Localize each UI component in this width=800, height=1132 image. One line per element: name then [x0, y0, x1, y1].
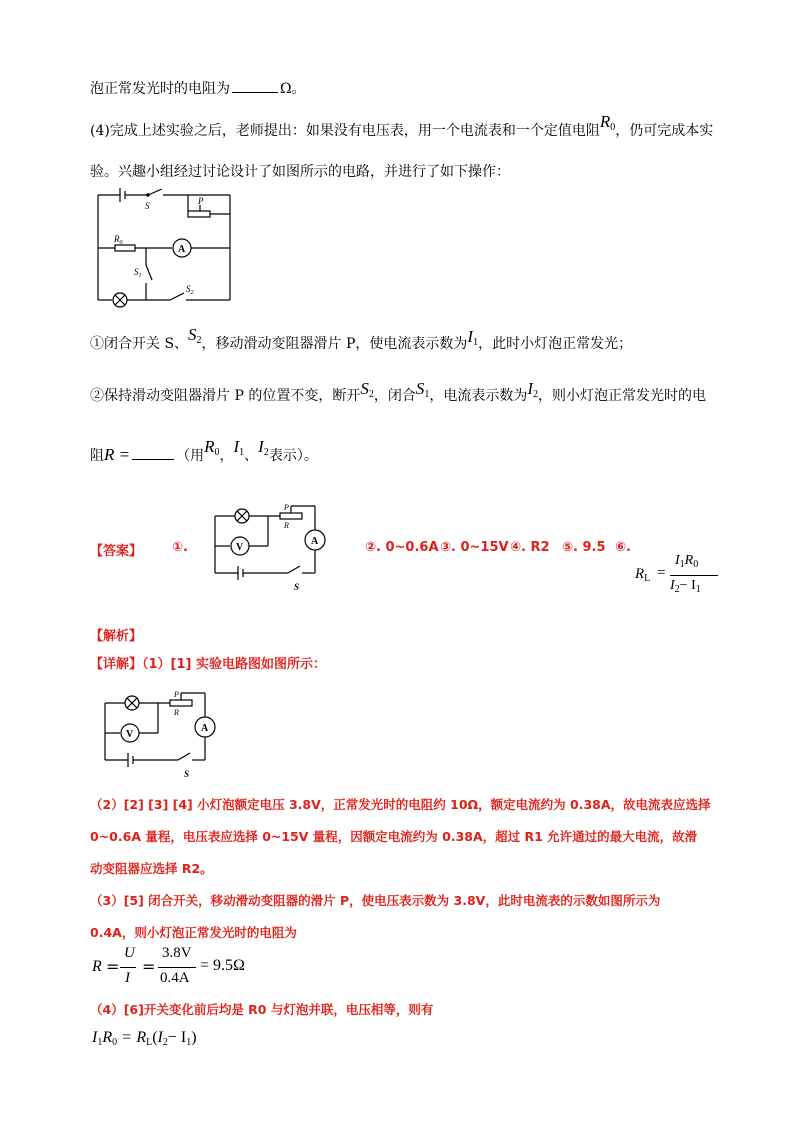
- analysis-circuit-diagram: [100, 685, 220, 780]
- analysis-p2-line1: （2）[2] [3] [4] 小灯泡额定电压 3.8V，正常发光时的电阻约 10Ω，额定电流约为 0.38A，故电流表应选择: [90, 797, 711, 812]
- answer-blank: [132, 445, 174, 460]
- switch-S-label: S: [184, 769, 190, 779]
- answer-3: ③. 0~15V: [440, 540, 509, 555]
- question-text: 泡正常发光时的电阻为: [90, 81, 230, 97]
- step-2: ②保持滑动变阻器滑片 P 的位置不变，断开$S_2$，闭合$S_1$，电流表示数为$I_2$，则小灯泡正常发光时的电: [90, 379, 706, 404]
- question-text: (4)完成上述实验之后，老师提出：如果没有电压表，用一个电流表和一个定值电阻: [90, 123, 600, 139]
- answer-formula: [635, 553, 725, 603]
- math-S2: $S_2$: [360, 379, 374, 400]
- step-1: ①闭合开关 S、$S_2$，移动滑动变阻器滑片 P，使电流表示数为$I_1$，此时小灯泡正常发光；: [90, 325, 633, 352]
- math-I2: $I_2$: [527, 379, 538, 400]
- question-text: ，仍可完成本实: [615, 123, 714, 139]
- analysis-p3-line1: （3）[5] 闭合开关，移动滑动变阻器的滑片 P，使电压表示数为 3.8V，此时电流表的示数如图所示为: [90, 893, 661, 908]
- equation-parallel: $I_1R_0 = R_L(I_2- I_1)$: [92, 1029, 197, 1048]
- answer-2: ②. 0~0.6A: [365, 540, 439, 555]
- math-I2: $I_2$: [258, 437, 269, 458]
- ammeter-A-label: A: [311, 536, 319, 547]
- formula-lhs: $R_L$: [635, 566, 651, 584]
- slider-P-label: P: [198, 196, 204, 206]
- analysis-label: 【解析】: [90, 629, 143, 644]
- analysis-p2-line2: 0~0.6A 量程，电压表应选择 0~15V 量程，因额定电流约为 0.38A，超过 R1 允许通过的最大电流，故滑: [90, 829, 698, 844]
- analysis-p3-line2: 0.4A，则小灯泡正常发光时的电阻为: [90, 925, 297, 940]
- answer-4: ④. R2: [510, 540, 550, 555]
- answer-label: 【答案】: [90, 544, 143, 559]
- fraction-bar: [670, 575, 718, 576]
- formula-equals: =: [657, 565, 666, 581]
- voltmeter-V-label: V: [126, 729, 134, 740]
- math-S1: $S_1$: [415, 379, 430, 400]
- formula-numerator: $I_1R_0$: [675, 553, 699, 570]
- question-line-1: [90, 78, 306, 99]
- math-R0: $R_0$: [204, 437, 220, 458]
- question-text: 验。兴趣小组经过讨论设计了如图所示的电路，并进行了如下操作：: [90, 164, 510, 180]
- step-3: 阻R = （用$R_0$，$I_1$、$I_2$表示）。: [90, 437, 318, 464]
- answer-6: ⑥.: [615, 540, 631, 555]
- math-I1: $I_1$: [467, 327, 479, 348]
- analysis-p4: （4）[6]开关变化前后均是 R0 与灯泡并联，电压相等，则有: [90, 1002, 434, 1017]
- rheostat-R-label: R: [284, 521, 289, 530]
- question-line-2: [90, 112, 714, 146]
- voltmeter-V-label: V: [236, 542, 244, 553]
- slider-P-label: P: [284, 503, 289, 512]
- answer-5: ⑤. 9.5: [562, 540, 606, 555]
- switch-S-label: S: [294, 582, 300, 592]
- answer-blank: [232, 78, 278, 93]
- formula-denominator: $I_2- I_1$: [670, 578, 701, 595]
- math-R-eq: R =: [104, 445, 131, 464]
- question-line-3: [90, 162, 510, 182]
- resistor-R0-label: $R_0$: [114, 234, 123, 246]
- ammeter-A-label: A: [178, 244, 186, 255]
- equation-resistance: R = U I = 3.8V 0.4A = 9.5Ω: [92, 945, 245, 986]
- rheostat-R-label: R: [174, 708, 179, 717]
- analysis-detail: 【详解】（1）[1] 实验电路图如图所示：: [90, 657, 326, 672]
- slider-P-label: P: [174, 690, 179, 699]
- switch-S1-label: $S_1$: [134, 267, 142, 279]
- switch-S-label: S: [145, 201, 150, 211]
- math-I1: $I_1$: [233, 437, 245, 458]
- answer-1: ①.: [172, 540, 188, 555]
- answer-circuit-diagram: [210, 498, 330, 593]
- switch-S2-label: $S_2$: [186, 284, 194, 296]
- math-S2: $S_2$: [188, 325, 202, 346]
- math-R0: $R_0$: [599, 112, 616, 133]
- question-text: Ω。: [280, 81, 306, 97]
- ammeter-A-label: A: [201, 723, 209, 734]
- analysis-p2-line3: 动变阻器应选择 R2。: [90, 861, 213, 876]
- question-circuit-diagram: [90, 185, 240, 310]
